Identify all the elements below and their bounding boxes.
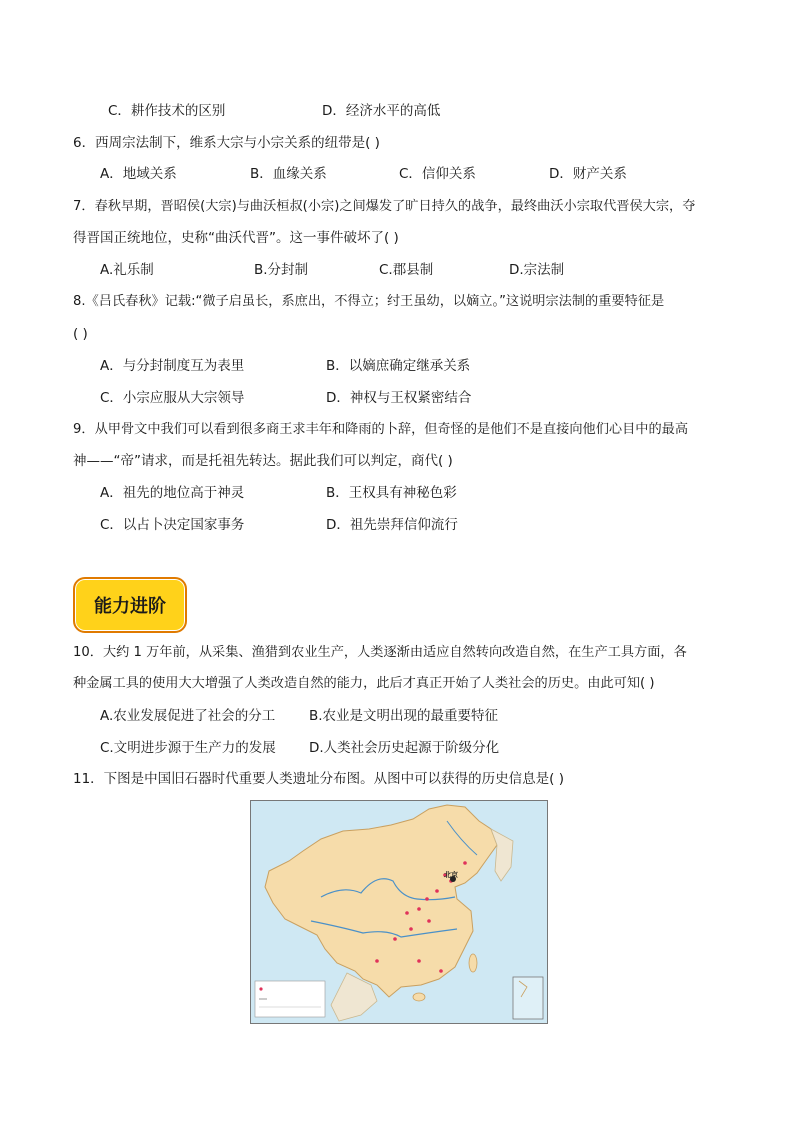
taiwan-island: [469, 954, 477, 972]
paleolithic-sites-map: [250, 800, 548, 1024]
q6-option-b: B．血缘关系: [250, 166, 327, 182]
q8-option-d: D．神权与王权紧密结合: [326, 390, 472, 406]
hainan-island: [413, 993, 425, 1001]
q7-option-c: C.郡县制: [379, 262, 434, 278]
q7-stem-line2: 得晋国正统地位，史称“曲沃代晋”。这一事件破坏了( ): [73, 230, 399, 246]
q9-option-a: A．祖先的地位高于神灵: [100, 485, 245, 501]
beijing-label: 北京: [444, 871, 458, 879]
q10-stem-line1: 10．大约 1 万年前，从采集、渔猎到农业生产，人类逐渐由适应自然转向改造自然，在生产工具方面，各: [73, 645, 687, 660]
china-territory: [265, 805, 497, 997]
q8-option-a: A．与分封制度互为表里: [100, 358, 245, 374]
q8-option-c: C．小宗应服从大宗领导: [100, 390, 245, 406]
q8-stem-line1: 8.《吕氏春秋》记载:“微子启虽长，系庶出，不得立；纣王虽幼，以嫡立。”这说明宗法制的重要特征是: [73, 294, 665, 309]
q10-stem-line2: 种金属工具的使用大大增强了人类改造自然的能力，此后才真正开始了人类社会的历史。由此可知( ): [73, 676, 655, 691]
q6-option-a: A．地域关系: [100, 166, 177, 182]
q7-option-d: D.宗法制: [509, 262, 565, 278]
q6-option-d: D．财产关系: [549, 166, 627, 182]
q9-option-d: D．祖先崇拜信仰流行: [326, 517, 458, 533]
q8-stem-line2: ( ): [73, 326, 88, 342]
q9-option-c: C．以占卜决定国家事务: [100, 517, 245, 533]
q9-option-b: B．王权具有神秘色彩: [326, 485, 457, 501]
q6-stem: 6．西周宗法制下，维系大宗与小宗关系的纽带是( ): [73, 135, 380, 151]
q7-option-b: B.分封制: [254, 262, 309, 278]
q10-option-b: B.农业是文明出现的最重要特征: [309, 708, 499, 724]
section-badge: 能力进阶: [73, 577, 187, 633]
q8-option-b: B．以嫡庶确定继承关系: [326, 358, 471, 374]
south-sea-inset: [513, 977, 543, 1019]
q5-option-c: C．耕作技术的区别: [108, 103, 226, 119]
q10-option-d: D.人类社会历史起源于阶级分化: [309, 740, 500, 756]
neighbouring-land: [491, 829, 513, 881]
q11-stem: 11．下图是中国旧石器时代重要人类遗址分布图。从图中可以获得的历史信息是( ): [73, 771, 565, 787]
q10-option-a: A.农业发展促进了社会的分工: [100, 708, 276, 724]
q9-stem-line2: 神——“帝”请求，而是托祖先转达。据此我们可以判定，商代( ): [73, 453, 453, 469]
q7-option-a: A.礼乐制: [100, 262, 154, 278]
q7-stem-line1: 7．春秋早期，晋昭侯(大宗)与曲沃桓叔(小宗)之间爆发了旷日持久的战争，最终曲沃小宗取代晋侯大宗，夺: [73, 199, 696, 214]
q10-option-c: C.文明进步源于生产力的发展: [100, 740, 276, 756]
map-graphic: [251, 801, 547, 1023]
q9-stem-line1: 9．从甲骨文中我们可以看到很多商王求丰年和降雨的卜辞，但奇怪的是他们不是直接向他们心目中的最高: [73, 422, 689, 437]
q5-option-d: D．经济水平的高低: [322, 103, 441, 119]
q6-option-c: C．信仰关系: [399, 166, 476, 182]
